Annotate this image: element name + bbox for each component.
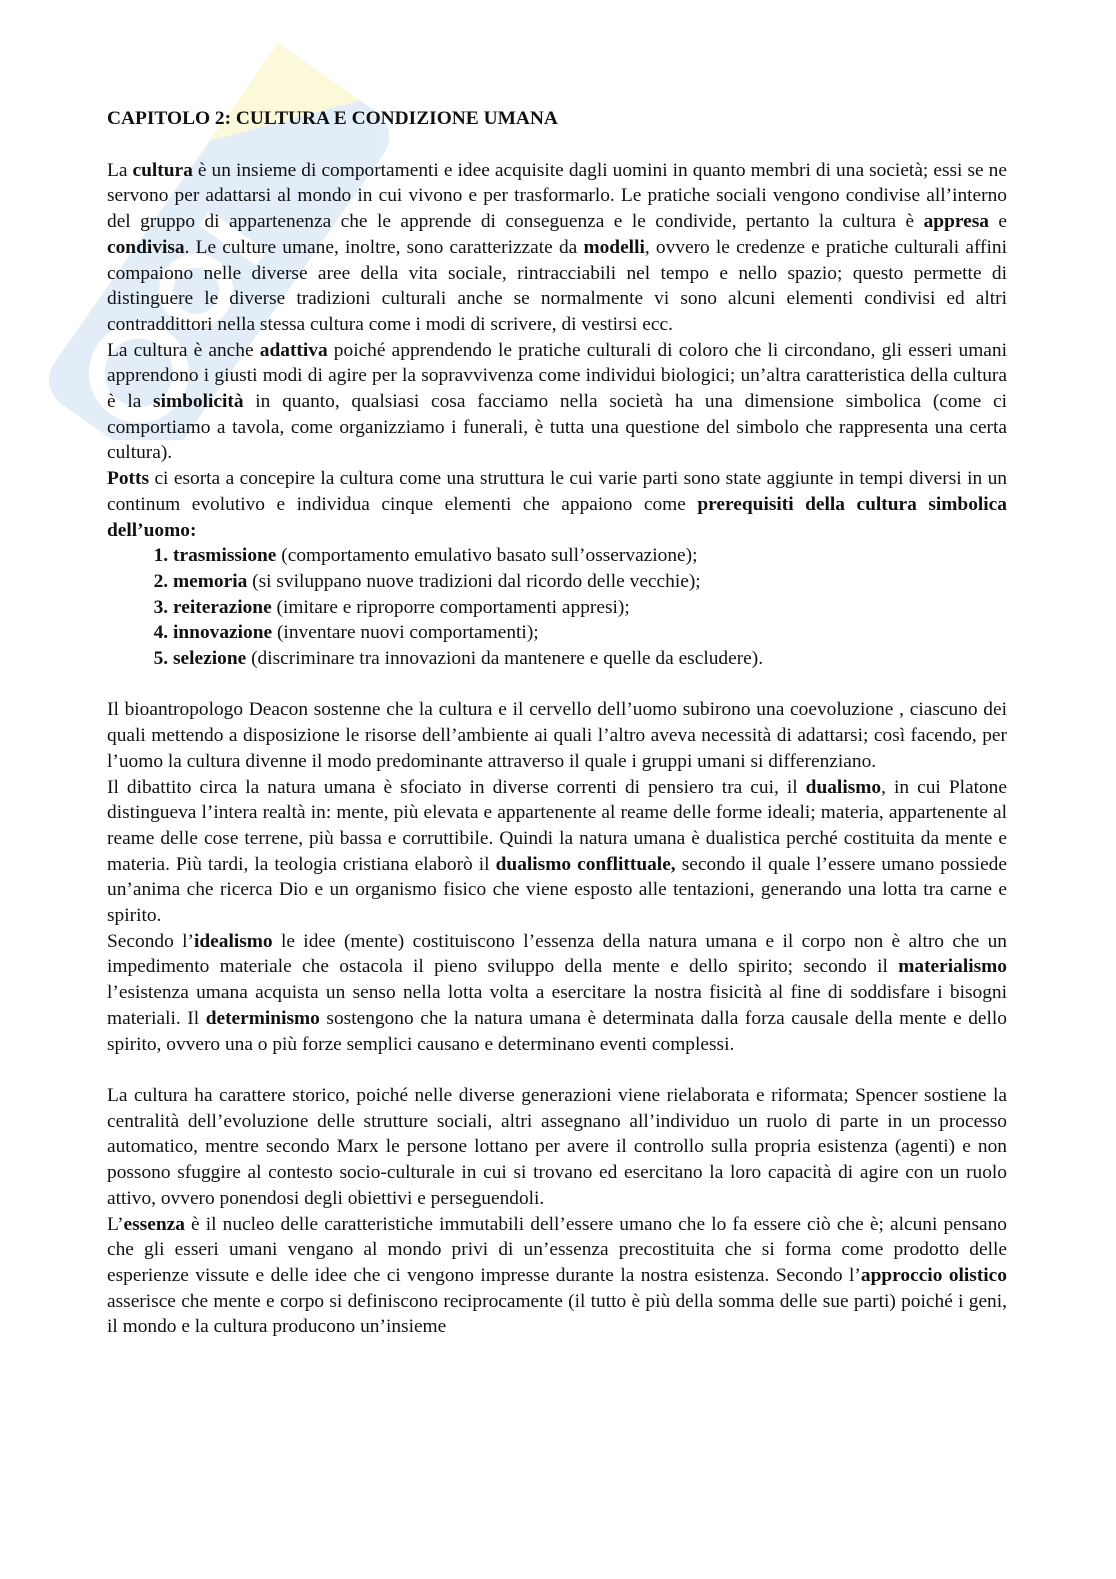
text-run: (si sviluppano nuove tradizioni dal ricordo delle vecchie); (247, 570, 701, 592)
text-run: è il nucleo delle caratteristiche immutabili dell’essere umano che lo fa essere ciò che è; alcuni pensano che gli esseri umani vengano al mondo privi di un’essenza precostituita che si forma come prodotto delle esperienze vissute e delle idee che ci vengono impresse durante la nostra esistenza. Secondo l’ (107, 1213, 1007, 1286)
bold-term: Potts (107, 468, 150, 490)
text-run: , in cui Platone distingueva l’intera realtà in: mente, più elevata e appartenente al reame delle forme ideali; materia, appartenente al reame delle cose terrene, più bassa e corruttibile. Quindi la natura umana è dualistica perché costituita da mente e materia. Più tardi, la teologia cristiana elaborò il (107, 776, 1007, 875)
bold-term: reiterazione (173, 596, 272, 618)
bold-term: memoria (173, 570, 248, 592)
text-run: in quanto, qualsiasi cosa facciamo nella società ha una dimensione simbolica (come ci comportiamo a tavola, come organizziamo i funerali, è tutta una questione del simbolo che rappresenta una certa cultura). (107, 391, 1008, 464)
text-run: e (988, 211, 1007, 233)
bold-term: simbolicità (153, 391, 244, 413)
bold-term: essenza (123, 1213, 185, 1235)
spacer (107, 672, 1007, 698)
bold-term: innovazione (173, 622, 273, 644)
text-run: secondo il quale l’essere umano possiede un’anima che ricerca Dio e un organismo fisico che viene esposto alle tentazioni, generando una lotta tra carne e spirito. (107, 853, 1007, 927)
paragraph-idealismo (107, 929, 1007, 1058)
list-item (173, 646, 1007, 672)
list-item (173, 543, 1007, 569)
paragraph-cultura (107, 158, 1007, 338)
bold-term: trasmissione (173, 545, 277, 567)
text-run: La cultura è anche (107, 339, 260, 361)
paragraph-storico (107, 1083, 1007, 1212)
text-run: (discriminare tra innovazioni da mantenere e quelle da escludere). (246, 648, 764, 670)
list-item (173, 569, 1007, 595)
bold-term: condivisa (107, 236, 185, 258)
text-run: è un insieme di comportamenti e idee acquisite dagli uomini in quanto membri di una società; essi se ne servono per adattarsi al mondo in cui vivono e per trasformarlo. Le pratiche sociali vengono condivise all’interno del gruppo di appartenenza che le apprende di conseguenza e le condivide, pertanto la cultura è (107, 159, 1007, 233)
text-run: L’ (107, 1213, 124, 1235)
spacer (107, 1057, 1007, 1083)
list-item (173, 595, 1007, 621)
bold-term: determinismo (205, 1007, 320, 1029)
text-run: (comportamento emulativo basato sull’osservazione); (276, 545, 698, 567)
paragraph-deacon (107, 697, 1007, 774)
text-run: La (107, 159, 133, 181)
bold-term: cultura (132, 159, 193, 181)
text-run: l’esistenza umana acquista un senso nella lotta volta a esercitare la nostra fisicità al fine di soddisfare i bisogni materiali. Il (107, 982, 1007, 1029)
text-run: le idee (mente) costituiscono l’essenza della natura umana e il corpo non è altro che un impedimento materiale che ostacola il pieno sviluppo della mente e dello spirito; secondo il (107, 930, 1007, 978)
bold-term: dualismo (805, 776, 882, 798)
text-run: Il bioantropologo Deacon sostenne che la cultura e il cervello dell’uomo subirono una coevoluzione , ciascuno dei quali mettendo a disposizione le risorse dell’ambiente ai quali l’altro aveva necessità di adattarsi; così facendo, per l’uomo la cultura divenne il modo predominante attraverso il quale i gruppi umani si differenziano. (107, 699, 1007, 772)
paragraph-dualismo (107, 775, 1007, 929)
document-page (107, 106, 1007, 1340)
bold-term: idealismo (193, 930, 273, 952)
paragraph-adattiva (107, 338, 1007, 467)
text-run: , ovvero le credenze e pratiche culturali affini compaiono nelle diverse aree della vita sociale, rintracciabili nel tempo e nello spazio; questo permette di distinguere le diverse tradizioni culturali anche se normalmente vi sono alcuni elementi condivisi ed altri contraddittori nella stessa cultura come i modi di scrivere, di vestirsi ecc. (107, 236, 1007, 335)
bold-term: appresa (923, 211, 989, 233)
bold-term: selezione (173, 648, 247, 670)
text-run: La cultura ha carattere storico, poiché nelle diverse generazioni viene rielaborata e riformata; Spencer sostiene la centralità dell’evoluzione delle strutture sociali, altri assegnano all’individuo un ruolo di parte in un processo automatico, mentre secondo Marx le persone lottano per avere il controllo sulla propria esistenza (agenti) e non possono sfuggire al contesto socio-culturale in cui si trovano ed esercitano la loro capacità di agire con un ruolo attivo, ovvero ponendosi degli obiettivi e perseguendoli. (107, 1084, 1007, 1209)
paragraph-essenza (107, 1212, 1007, 1341)
text-run: Secondo l’ (107, 930, 194, 952)
prerequisites-list (107, 543, 1007, 672)
bold-term: modelli (583, 236, 645, 258)
text-run: poiché apprendendo le pratiche culturali di coloro che li circondano, gli esseri umani apprendono i giusti modi di agire per la sopravvivenza come individui biologici; un’altra caratteristica della cultura è la (107, 339, 1008, 413)
text-run: (inventare nuovi comportamenti); (272, 622, 539, 644)
text-run: Il dibattito circa la natura umana è sfociato in diverse correnti di pensiero tra cui, il (107, 776, 806, 798)
list-item (173, 620, 1007, 646)
text-run: sostengono che la natura umana è determinata dalla forza causale della mente e dello spirito, ovvero una o più forze semplici causano e determinano eventi complessi. (107, 1007, 1007, 1055)
text-run: . Le culture umane, inoltre, sono caratterizzate da (184, 236, 584, 258)
bold-term: adattiva (259, 339, 328, 361)
text-run: (imitare e riproporre comportamenti appresi); (271, 596, 630, 618)
paragraph-potts (107, 466, 1007, 543)
chapter-title: CAPITOLO 2: CULTURA E CONDIZIONE UMANA (107, 108, 558, 129)
bold-term: materialismo (898, 956, 1007, 978)
text-run: ci esorta a concepire la cultura come una struttura le cui varie parti sono state aggiunte in tempi diversi in un continum evolutivo e individua cinque elementi che appaiono come (107, 468, 1007, 515)
bold-term: prerequisiti della cultura simbolica dell’uomo: (107, 493, 1007, 541)
text-run: asserisce che mente e corpo si definiscono reciprocamente (il tutto è più della somma delle sue parti) poiché i geni, il mondo e la cultura producono un’insieme (107, 1290, 1007, 1338)
bold-term: dualismo conflittuale, (495, 853, 676, 875)
bold-term: approccio olistico (860, 1264, 1007, 1286)
